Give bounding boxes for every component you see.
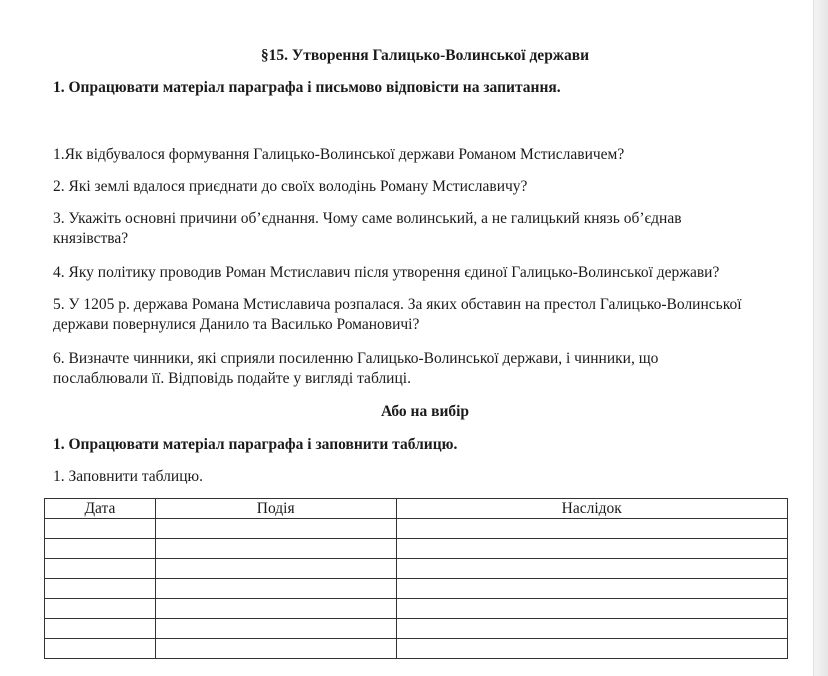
table-row [45, 619, 788, 639]
table-cell [155, 579, 396, 599]
task2-heading: 1. Опрацювати матеріал параграфа і заповнити таблицю. [53, 436, 458, 453]
page-title: §15. Утворення Галицько-Волинської держави [260, 47, 590, 64]
table-cell [45, 539, 156, 559]
table-row [45, 519, 788, 539]
header-consequence: Наслідок [396, 499, 787, 519]
task1-heading: 1. Опрацювати матеріал параграфа і письмово відповісти на запитання. [53, 79, 561, 96]
question-6: 6. Визначте чинники, які сприяли посиленню Галицько-Волинської держави, і чинники, що послаблювали її. Відповідь подайте у вигляді таблиці. [53, 350, 659, 387]
question-1: 1.Як відбувалося формування Галицько-Волинської держави Романом Мстиславичем? [53, 146, 625, 163]
table-row [45, 539, 788, 559]
question-2: 2. Які землі вдалося приєднати до своїх володінь Роману Мстиславичу? [53, 178, 528, 195]
table-row [45, 579, 788, 599]
table-row [45, 599, 788, 619]
question-5: 5. У 1205 р. держава Романа Мстиславича розпалася. За яких обставин на престол Галицько-Волинської держави повернулися Данило та Василько Романовичі? [53, 296, 742, 333]
table-cell [45, 559, 156, 579]
table-cell [155, 619, 396, 639]
header-date: Дата [45, 499, 156, 519]
page-edge [813, 0, 828, 676]
table-cell [396, 619, 787, 639]
table-row [45, 639, 788, 659]
table-cell [396, 599, 787, 619]
table-cell [155, 519, 396, 539]
table-cell [155, 559, 396, 579]
question-3: 3. Укажіть основні причини об’єднання. Чому саме волинський, а не галицький князь об’єднав князівства? [53, 210, 682, 247]
task2-subheading: 1. Заповнити таблицю. [53, 468, 203, 485]
table-cell [396, 539, 787, 559]
table-cell [396, 559, 787, 579]
table-cell [45, 639, 156, 659]
table-cell [155, 639, 396, 659]
table-cell [155, 539, 396, 559]
table-cell [155, 599, 396, 619]
or-choice-label: Або на вибір [380, 403, 470, 420]
table-cell [396, 579, 787, 599]
header-event: Подія [155, 499, 396, 519]
table-cell [396, 519, 787, 539]
question-4: 4. Яку політику проводив Роман Мстиславич після утворення єдиної Галицько-Волинської держави? [53, 264, 720, 281]
table-header-row [45, 499, 788, 519]
answer-table [44, 498, 788, 659]
table-cell [45, 579, 156, 599]
table-cell [45, 619, 156, 639]
table-cell [45, 519, 156, 539]
table-cell [396, 639, 787, 659]
table-row [45, 559, 788, 579]
table-cell [45, 599, 156, 619]
